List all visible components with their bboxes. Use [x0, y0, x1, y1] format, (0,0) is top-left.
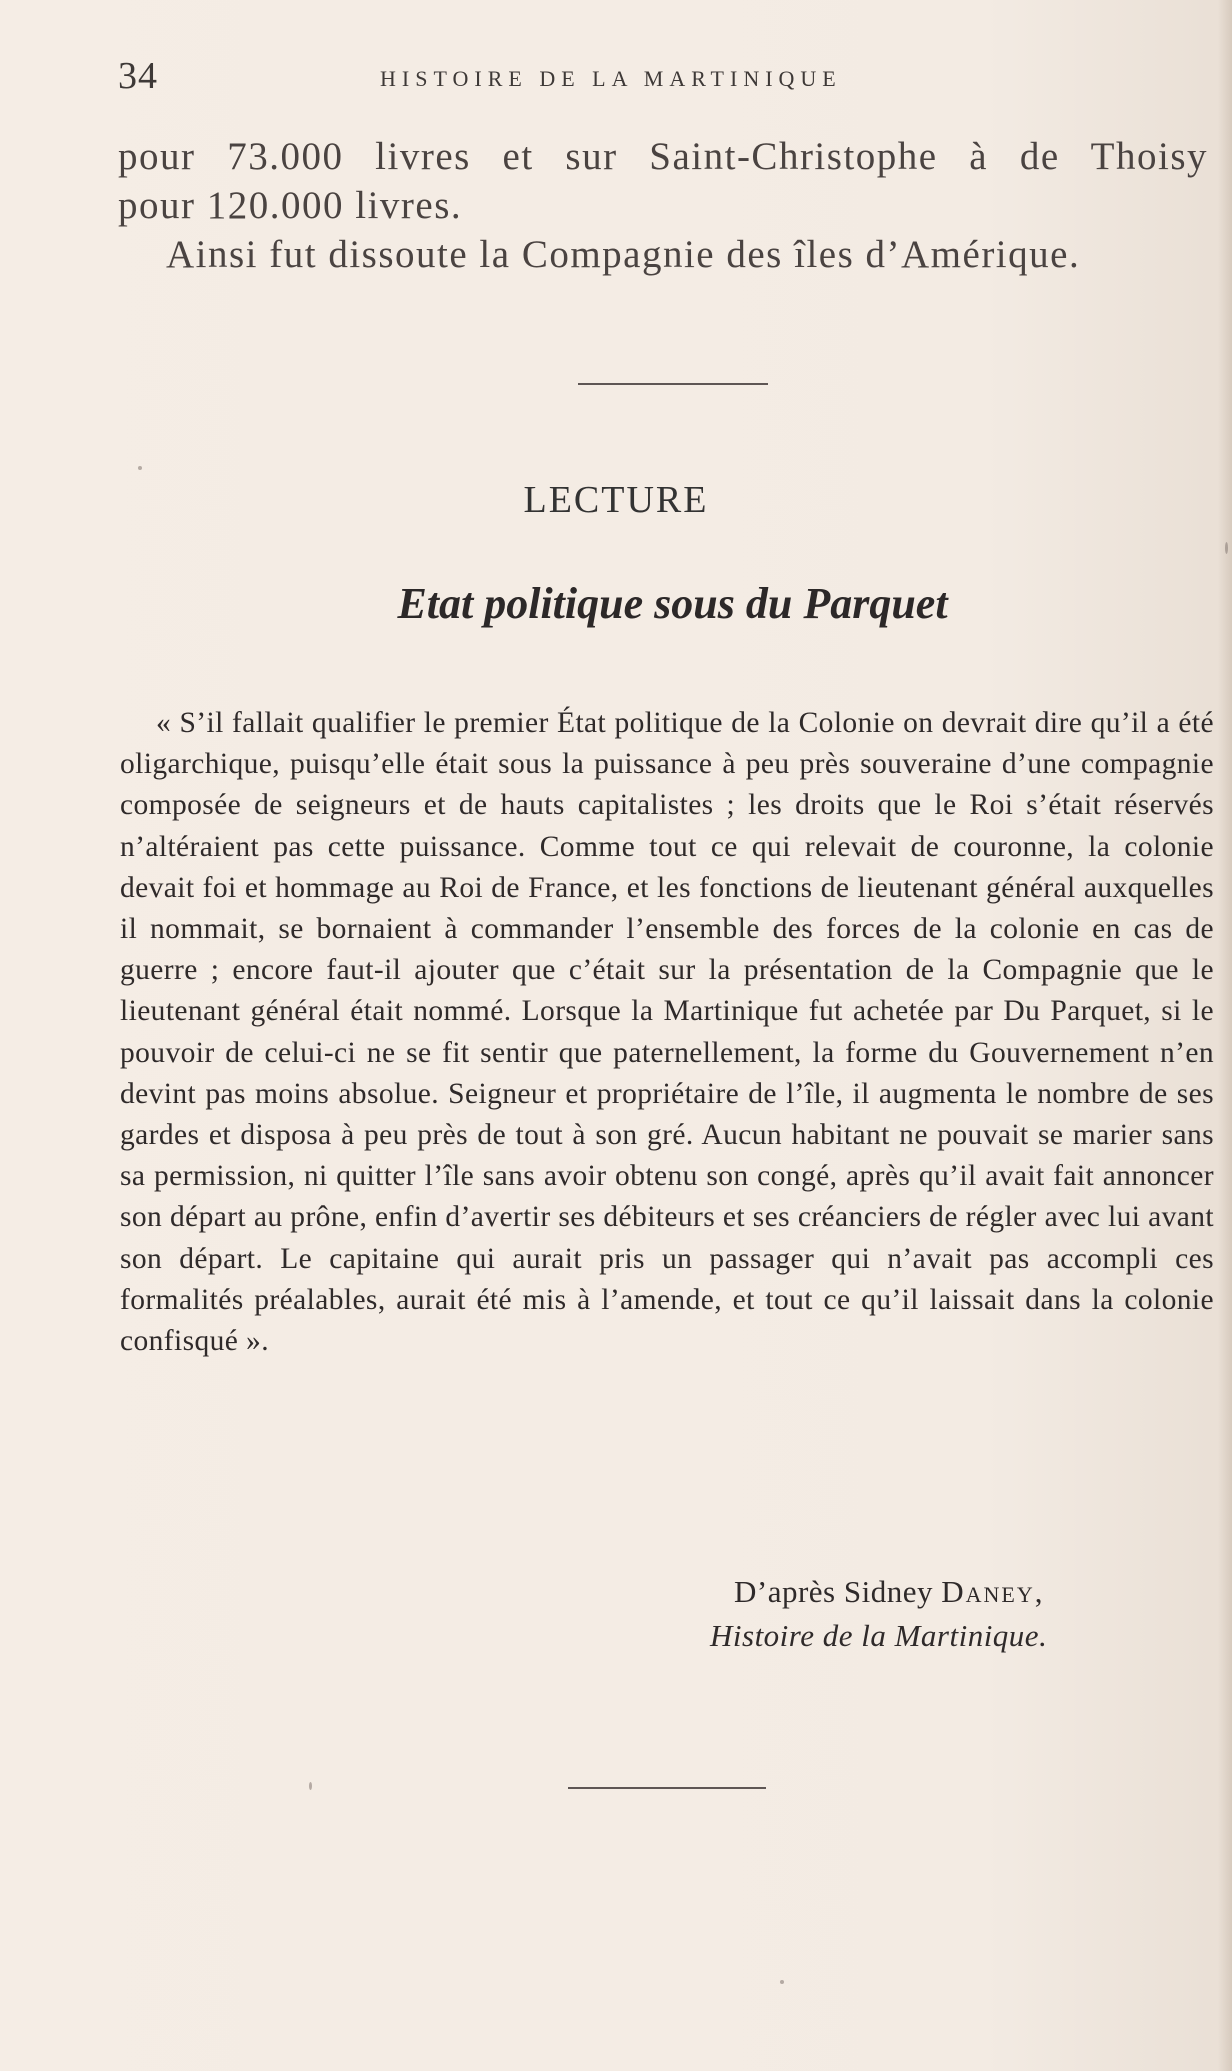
attribution-source: Histoire de la Martinique. — [710, 1618, 1048, 1653]
attribution — [734, 1574, 1044, 1610]
attribution-prefix: D’après Sidney — [734, 1574, 933, 1609]
paper-speck — [780, 1980, 784, 1984]
lecture-heading: LECTURE — [523, 479, 709, 521]
paper-speck — [138, 466, 142, 470]
intro-line-3: Ainsi fut dissoute la Compagnie des îles d’Amérique. — [166, 233, 1081, 276]
section-divider-top — [578, 383, 768, 385]
paper-speck — [1225, 542, 1228, 554]
intro-paragraph — [118, 132, 1208, 279]
section-divider-bottom — [568, 1787, 766, 1789]
attribution-author: Daney, — [941, 1574, 1045, 1609]
lecture-subtitle: Etat politique sous du Parquet — [397, 579, 948, 628]
paper-speck — [309, 1782, 312, 1790]
intro-line-2: pour 120.000 livres. — [118, 184, 463, 227]
page-edge-shadow — [1218, 0, 1232, 2071]
quote-text: « S’il fallait qualifier le premier État politique de la Colonie on devrait dire qu’il a été oligarchique, puisqu’elle était sous la puissance à peu près souveraine d’une compagnie composée de seigneurs et de hauts capitalistes ; les droits que le Roi s’était réservés n’altéraient pas cette puissance. Comme tout ce qui relevait de couronne, la colonie devait foi et hommage au Roi de France, et les fonctions de lieutenant général auxquelles il nommait, se bornaient à commander l’ensemble des forces de la colonie en cas de guerre ; encore faut-il ajouter que c’était sur la présentation de la Compagnie que le lieutenant général était nommé. Lorsque la Martinique fut achetée par Du Parquet, si le pouvoir de celui-ci ne se fit sentir que paternellement, la forme du Gouvernement n’en devint pas moins absolue. Seigneur et propriétaire de l’île, il augmenta le nombre de ses gardes et disposa à peu près de tout à son gré. Aucun habitant ne pouvait se marier sans sa permission, ni quitter l’île sans avoir obtenu son congé, après qu’il avait fait annoncer son départ au prône, enfin d’avertir ses débiteurs et ses créanciers de régler avec lui avant son départ. Le capitaine qui aurait pris un passager qui n’avait pas accompli ces formalités préalables, aurait été mis à l’amende, et tout ce qu’il laissait dans la colonie confisqué ». — [120, 707, 1214, 1358]
lecture-quote — [120, 703, 1214, 1362]
running-title: HISTOIRE DE LA MARTINIQUE — [380, 66, 842, 91]
intro-line-1: pour 73.000 livres et sur Saint-Christophe à de Thoisy — [118, 135, 1208, 178]
page-number: 34 — [118, 55, 158, 97]
